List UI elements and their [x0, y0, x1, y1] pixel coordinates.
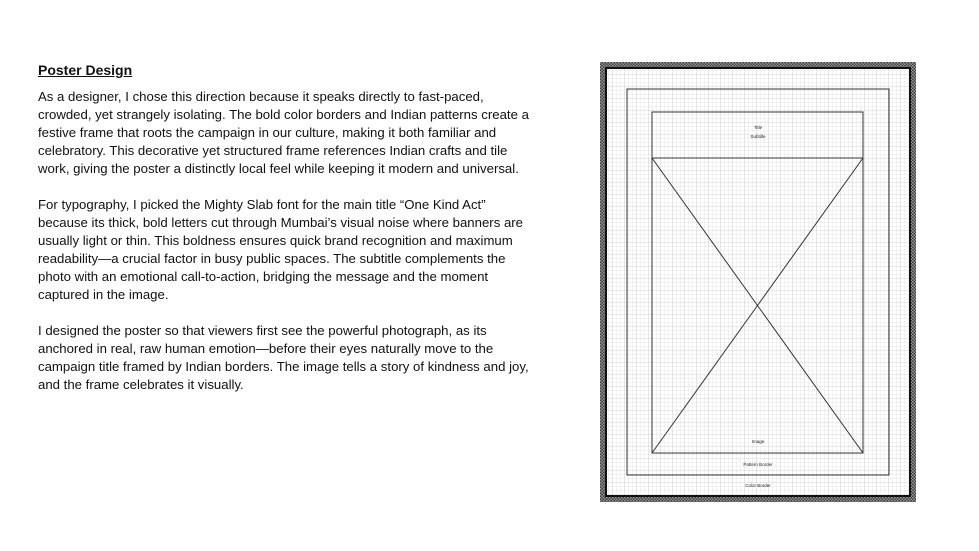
wireframe-svg [600, 62, 916, 502]
image-label: Image [751, 439, 765, 444]
paragraph-3: I designed the poster so that viewers first see the powerful photograph, as its anchored in real, raw human emotion—before their eyes naturally move to the campaign title framed by Indian borders. The image tells a story of kindness and joy, and the frame celebrates it visually. [38, 323, 529, 392]
section-heading: Poster Design [38, 62, 133, 78]
pattern-border-label: Pattern Border [743, 462, 773, 467]
poster-wireframe [600, 62, 916, 502]
paragraph-2: For typography, I picked the Mighty Slab font for the main title “One Kind Act” because its thick, bold letters cut through Mumbai’s visual noise where banners are usually light or thin. This boldness ensures quick brand recognition and maximum readability—a crucial factor in busy public spaces. The subtitle complements the photo with an emotional call-to-action, bridging the message and the moment captured in the image. [38, 197, 524, 302]
color-border-label: Color Border [745, 483, 771, 488]
paragraph-1: As a designer, I chose this direction because it speaks directly to fast-paced, crowded, yet strangely isolating. The bold color borders and Indian patterns create a festive frame that roots the campaign in our culture, making it both familiar and celebratory. This decorative yet structured frame references Indian crafts and tile work, giving the poster a distinctly local feel while keeping it modern and universal. [38, 89, 529, 176]
subtitle-label: Subtitle [750, 134, 766, 139]
title-label: Title [753, 125, 763, 130]
text-column [38, 60, 538, 412]
